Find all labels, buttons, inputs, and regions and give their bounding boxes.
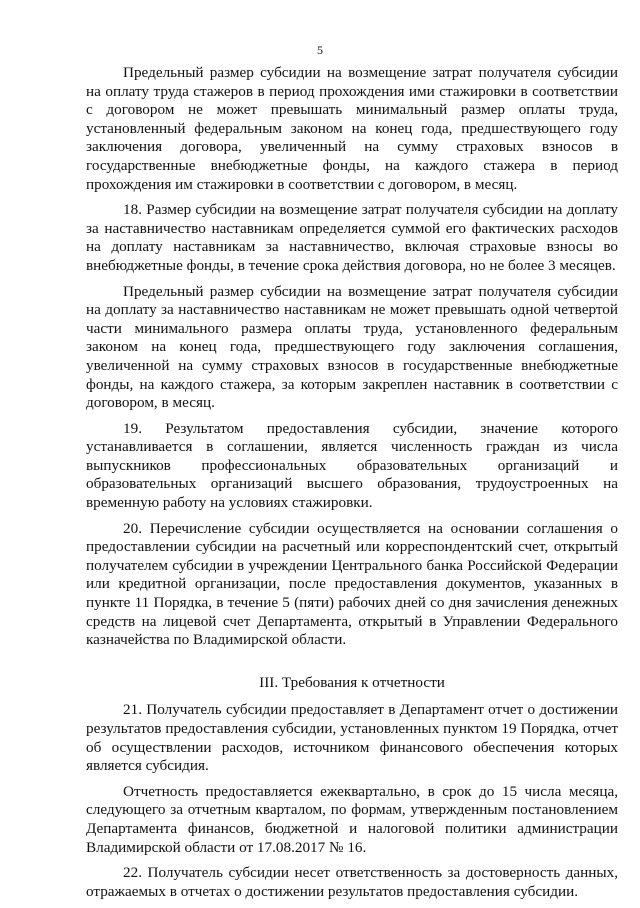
document-body: [86, 64, 618, 908]
paragraph-21: 21. Получатель субсидии предоставляет в Департамент отчет о достижении результатов предоставления субсидии, установленных пунктом 19 Порядка, отчет об осуществлении расходов, источником финансового обеспечения которых является субсидия.: [86, 701, 618, 775]
paragraph-18: 18. Размер субсидии на возмещение затрат получателя субсидии на доплату за наставничество наставникам определяется суммой его фактических расходов на доплату наставникам за наставничество, включая страховые взносы во внебюджетные фонды, в течение срока действия договора, но не более 3 месяцев.: [86, 201, 618, 274]
paragraph-reporting-schedule: Отчетность предоставляется ежеквартально, в срок до 15 числа месяца, следующего за отчетным кварталом, по формам, утвержденным постановлением Департамента финансов, бюджетной и налоговой политики администрации Владимирской области от 17.08.2017 № 16.: [86, 782, 618, 856]
paragraph-subsidy-limit-mentors: Предельный размер субсидии на возмещение затрат получателя субсидии на доплату за наставничество наставникам не может превышать одной четвертой части минимального размера оплаты труда, установленного федеральным законом на конец года, предшествующего году заключения соглашения, увеличенной на сумму страховых взносов в государственные внебюджетные фонды, на каждого стажера, за которым закреплен наставник в соответствии с договором, в месяц.: [86, 282, 618, 412]
page-number: 5: [317, 43, 323, 57]
paragraph-subsidy-limit-trainees: Предельный размер субсидии на возмещение затрат получателя субсидии на оплату труда стажеров в период прохождения ими стажировки в соответствии с договором не может превышать минимальный размер оплаты труда, установленный федеральным законом на конец года, предшествующего году заключения договора, увеличенный на сумму страховых взносов в государственные внебюджетные фонды, на каждого стажера в период прохождения им стажировки в соответствии с договором, в месяц.: [86, 64, 618, 193]
paragraph-19: 19. Результатом предоставления субсидии, значение которого устанавливается в соглашении, является численность граждан из числа выпускников профессиональных образовательных организаций и образовательных организаций высшего образования, трудоустроенных на временную работу на условиях стажировки.: [86, 419, 618, 512]
paragraph-20: 20. Перечисление субсидии осуществляется на основании соглашения о предоставлении субсидии на расчетный или корреспондентский счет, открытый получателем субсидии в учреждении Центрального банка Российской Федерации или кредитной организации, после предоставления документов, указанных в пункте 11 Порядка, в течение 5 (пяти) рабочих дней со дня зачисления денежных средств на лицевой счет Департамента, открытый в Управлении Федерального казначейства по Владимирской области.: [86, 519, 618, 649]
paragraph-22: 22. Получатель субсидии несет ответственность за достоверность данных, отражаемых в отчетах о достижении результатов предоставления субсидии.: [86, 864, 618, 900]
section-heading: III. Требования к отчетности: [259, 673, 445, 691]
